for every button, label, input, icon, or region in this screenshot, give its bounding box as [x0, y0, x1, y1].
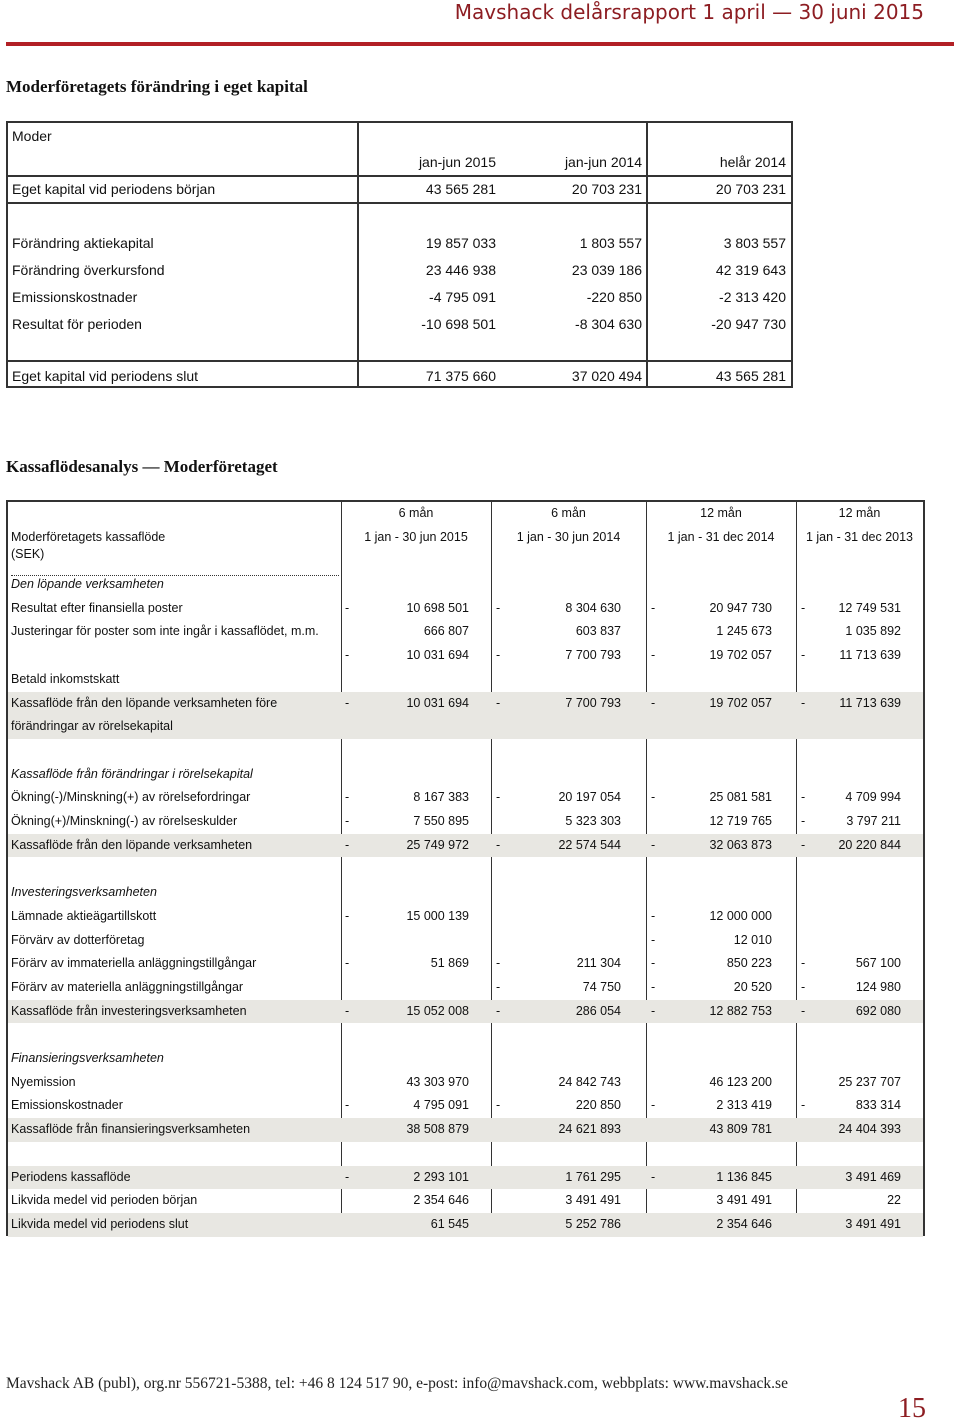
- cashflow-sign: -: [651, 790, 656, 805]
- cashflow-value: 12 010: [733, 932, 772, 947]
- cashflow-value: 51 869: [430, 956, 469, 971]
- cashflow-value: 567 100: [855, 956, 901, 971]
- cashflow-value: 7 550 895: [413, 814, 469, 828]
- cashflow-sign: -: [345, 648, 350, 663]
- cashflow-sign: -: [651, 932, 656, 947]
- cashflow-row: [8, 905, 923, 929]
- cashflow-sign: -: [496, 695, 501, 710]
- cashflow-sign: -: [801, 956, 806, 971]
- cashflow-value: 850 223: [726, 956, 772, 971]
- cashflow-value: 666 807: [423, 624, 469, 639]
- cashflow-sign: -: [801, 814, 806, 828]
- cashflow-row-label: Kassaflöde från investeringsverksamheten: [11, 1003, 247, 1018]
- cashflow-value: 3 797 211: [846, 814, 901, 828]
- cashflow-row-label: Kassaflöde från den löpande verksamheten: [11, 837, 253, 852]
- cashflow-header-duration: 12 mån: [838, 506, 881, 520]
- cashflow-value: 38 508 879: [406, 1122, 469, 1137]
- cashflow-value: 12 000 000: [709, 908, 772, 923]
- document-header-title: Mavshack delårsrapport 1 april — 30 juni 2015: [454, 0, 924, 24]
- cashflow-section-heading: Finansieringsverksamheten: [11, 1051, 164, 1065]
- cashflow-sign: -: [496, 979, 501, 994]
- cashflow-value: 43 303 970: [406, 1074, 469, 1089]
- equity-change-value: -8 304 630: [575, 316, 642, 332]
- cashflow-header-period: 1 jan - 30 jun 2015: [364, 529, 468, 544]
- cashflow-value: 286 054: [575, 1003, 621, 1018]
- equity-change-value: 1 803 557: [579, 235, 642, 251]
- cashflow-sign: -: [651, 600, 656, 615]
- cashflow-row-label: Förvärv av dotterföretag: [11, 932, 145, 947]
- cashflow-row: [8, 620, 923, 644]
- cashflow-value: 10 031 694: [406, 695, 469, 710]
- equity-change-value: -220 850: [586, 289, 642, 305]
- cashflow-value: 74 750: [582, 979, 621, 994]
- equity-column-header: jan-jun 2015: [418, 154, 496, 170]
- cashflow-value: 1 035 892: [845, 624, 901, 639]
- cashflow-value: 19 702 057: [709, 648, 772, 663]
- cashflow-value: 10 698 501: [406, 600, 469, 615]
- cashflow-row-label: Resultat efter finansiella poster: [11, 600, 183, 615]
- page-number: 15: [898, 1393, 926, 1424]
- cashflow-value: 124 980: [855, 979, 901, 994]
- page-footer: Mavshack AB (publ), org.nr 556721-5388, tel: +46 8 124 517 90, e-post: info@mavshack.com, webbplats: www.mavshack.se: [6, 1375, 788, 1392]
- cashflow-sign: -: [496, 1098, 501, 1113]
- cashflow-value: 19 702 057: [709, 695, 772, 710]
- equity-section-title: Moderföretagets förändring i eget kapital: [6, 77, 308, 96]
- cashflow-value: 20 220 844: [838, 837, 901, 852]
- cashflow-value: 25 749 972: [406, 837, 469, 852]
- cashflow-header-label: Moderföretagets kassaflöde: [11, 529, 166, 544]
- equity-opening-value: 43 565 281: [425, 181, 496, 197]
- cashflow-row: [8, 668, 923, 692]
- cashflow-value: 22: [887, 1193, 901, 1208]
- cashflow-sign: -: [801, 600, 806, 615]
- equity-opening-value: 20 703 231: [715, 181, 786, 197]
- cashflow-sign: -: [345, 1003, 350, 1018]
- equity-change-value: -4 795 091: [429, 289, 496, 305]
- cashflow-value: 22 574 544: [558, 837, 621, 852]
- cashflow-value: 4 795 091: [413, 1098, 469, 1113]
- equity-change-value: 23 446 938: [425, 262, 496, 278]
- cashflow-header-duration: 6 mån: [398, 506, 434, 520]
- equity-closing-value: 43 565 281: [715, 368, 786, 384]
- equity-table: [6, 121, 793, 388]
- cashflow-row-label: Emissionskostnader: [11, 1098, 123, 1113]
- equity-change-value: 19 857 033: [425, 235, 496, 251]
- equity-change-value: 42 319 643: [715, 262, 786, 278]
- cashflow-header-unit: (SEK): [11, 547, 45, 561]
- cashflow-header-period: 1 jan - 31 dec 2014: [667, 529, 775, 544]
- cashflow-value: 1 761 295: [565, 1169, 621, 1184]
- equity-change-label: Resultat för perioden: [12, 316, 142, 332]
- cashflow-sign: -: [801, 979, 806, 994]
- cashflow-sign: -: [651, 908, 656, 923]
- cashflow-row-label: Lämnade aktieägartillskott: [11, 908, 157, 923]
- cashflow-header-top-row: [8, 502, 923, 526]
- cashflow-value: 603 837: [575, 624, 621, 639]
- cashflow-row-label-continued: förändringar av rörelsekapital: [11, 719, 173, 734]
- equity-column-header: helår 2014: [719, 154, 786, 170]
- cashflow-row-label: Justeringar för poster som inte ingår i kassaflödet, m.m.: [11, 624, 319, 639]
- cashflow-sign: -: [651, 837, 656, 852]
- cashflow-sign: -: [651, 1003, 656, 1018]
- cashflow-value: 24 404 393: [838, 1122, 901, 1137]
- cashflow-header-period: 1 jan - 30 jun 2014: [516, 529, 621, 544]
- cashflow-row: [8, 1213, 923, 1237]
- cashflow-value: 7 700 793: [565, 695, 621, 710]
- equity-change-value: -20 947 730: [711, 316, 786, 332]
- cashflow-section-heading: Den löpande verksamheten: [11, 577, 164, 591]
- cashflow-value: 15 000 139: [406, 908, 469, 923]
- cashflow-row: [8, 1166, 923, 1190]
- cashflow-value: 15 052 008: [406, 1003, 469, 1018]
- cashflow-sign: -: [801, 695, 806, 710]
- cashflow-sign: -: [651, 695, 656, 710]
- cashflow-value: 7 700 793: [565, 648, 621, 663]
- cashflow-row: [8, 834, 923, 858]
- equity-group-label: Moder: [12, 128, 52, 144]
- cashflow-row-label: Likvida medel vid perioden början: [11, 1193, 198, 1208]
- cashflow-sign: -: [801, 1003, 806, 1018]
- cashflow-sign: -: [801, 837, 806, 852]
- cashflow-sign: -: [496, 1003, 501, 1018]
- cashflow-row: [8, 1094, 923, 1118]
- cashflow-value: 11 713 639: [839, 648, 901, 663]
- cashflow-value: 25 081 581: [709, 790, 772, 805]
- cashflow-value: 24 621 893: [558, 1122, 621, 1137]
- cashflow-row: [8, 573, 923, 597]
- cashflow-row: [8, 1118, 923, 1142]
- cashflow-value: 833 314: [855, 1098, 901, 1113]
- cashflow-value: 1 136 845: [716, 1169, 772, 1184]
- equity-change-value: 3 803 557: [723, 235, 786, 251]
- cashflow-table: [6, 500, 925, 1236]
- cashflow-row: [8, 692, 923, 739]
- cashflow-sign: -: [345, 600, 350, 615]
- cashflow-value: 20 520: [733, 979, 772, 994]
- equity-change-label: Förändring överkursfond: [12, 262, 165, 278]
- cashflow-row-label: Kassaflöde från den löpande verksamheten före: [11, 695, 278, 710]
- equity-opening-value: 20 703 231: [571, 181, 642, 197]
- cashflow-value: 692 080: [855, 1003, 901, 1018]
- cashflow-sign: -: [651, 1169, 656, 1184]
- cashflow-value: 61 545: [430, 1216, 469, 1231]
- cashflow-row: [8, 810, 923, 834]
- cashflow-sign: -: [651, 956, 656, 971]
- cashflow-row: [8, 881, 923, 905]
- equity-change-value: -10 698 501: [421, 316, 496, 332]
- cashflow-row: [8, 952, 923, 976]
- cashflow-row: [8, 1047, 923, 1071]
- cashflow-row-label: Ökning(+)/Minskning(-) av rörelseskulder: [11, 814, 238, 828]
- cashflow-value: 10 031 694: [406, 648, 469, 663]
- cashflow-sign: -: [496, 837, 501, 852]
- cashflow-spacer-row: [8, 857, 923, 881]
- cashflow-value: 2 354 646: [716, 1216, 772, 1231]
- cashflow-row-label: Nyemission: [11, 1074, 76, 1089]
- cashflow-row: [8, 1071, 923, 1095]
- cashflow-row: [8, 786, 923, 810]
- cashflow-value: 43 809 781: [709, 1122, 772, 1137]
- cashflow-value: 12 749 531: [838, 600, 901, 615]
- cashflow-value: 2 293 101: [413, 1169, 469, 1184]
- cashflow-section-heading: Investeringsverksamheten: [11, 885, 157, 900]
- equity-change-label: Förändring aktiekapital: [12, 235, 154, 251]
- cashflow-value: 32 063 873: [709, 837, 772, 852]
- cashflow-sign: -: [651, 648, 656, 663]
- cashflow-row: [8, 1189, 923, 1213]
- cashflow-section-title: Kassaflödesanalys — Moderföretaget: [6, 457, 278, 476]
- equity-row-divider: [8, 360, 791, 362]
- cashflow-value: 2 313 419: [716, 1098, 772, 1113]
- cashflow-sign: -: [345, 837, 350, 852]
- cashflow-value: 3 491 469: [845, 1169, 901, 1184]
- cashflow-value: 4 709 994: [845, 790, 901, 805]
- cashflow-sign: -: [496, 600, 501, 615]
- cashflow-row: [8, 597, 923, 621]
- cashflow-sign: -: [496, 648, 501, 663]
- cashflow-sign: -: [801, 648, 806, 663]
- cashflow-sign: -: [651, 1098, 656, 1113]
- cashflow-value: 8 304 630: [565, 600, 621, 615]
- cashflow-value: 2 354 646: [413, 1193, 469, 1208]
- cashflow-row: [8, 929, 923, 953]
- cashflow-value: 211 304: [576, 956, 621, 971]
- cashflow-sign: -: [345, 695, 350, 710]
- cashflow-value: 20 197 054: [558, 790, 621, 805]
- cashflow-row-label: Betald inkomstskatt: [11, 671, 120, 686]
- cashflow-value: 20 947 730: [709, 600, 772, 615]
- cashflow-sign: -: [345, 956, 350, 971]
- equity-column-header: jan-jun 2014: [564, 154, 642, 170]
- cashflow-value: 220 850: [575, 1098, 621, 1113]
- cashflow-value: 12 719 765: [709, 814, 772, 828]
- cashflow-sign: -: [801, 1098, 806, 1113]
- equity-change-label: Emissionskostnader: [12, 289, 138, 305]
- cashflow-spacer-row: [8, 1142, 923, 1166]
- cashflow-value: 46 123 200: [709, 1074, 772, 1089]
- cashflow-row: [8, 763, 923, 787]
- equity-opening-label: Eget kapital vid periodens början: [12, 181, 216, 197]
- cashflow-sign: -: [345, 908, 350, 923]
- cashflow-row-label: Förärv av immateriella anläggningstillgångar: [11, 956, 257, 971]
- equity-closing-label: Eget kapital vid periodens slut: [12, 368, 198, 384]
- header-rule: [6, 42, 954, 46]
- equity-closing-value: 37 020 494: [571, 368, 642, 384]
- cashflow-sign: -: [345, 1169, 350, 1184]
- cashflow-value: 1 245 673: [716, 624, 772, 639]
- cashflow-value: 5 323 303: [565, 814, 621, 828]
- cashflow-value: 11 713 639: [839, 695, 901, 710]
- cashflow-section-heading: Kassaflöde från förändringar i rörelsekapital: [11, 766, 253, 781]
- cashflow-value: 25 237 707: [838, 1074, 901, 1089]
- cashflow-header-unit-row: [8, 544, 923, 564]
- cashflow-row-label: Likvida medel vid periodens slut: [11, 1216, 189, 1231]
- cashflow-spacer-row: [8, 644, 923, 668]
- cashflow-sign: -: [345, 1098, 350, 1113]
- cashflow-header-duration: 6 mån: [551, 506, 586, 520]
- cashflow-sign: -: [345, 790, 350, 805]
- cashflow-row-label: Ökning(-)/Minskning(+) av rörelsefordringar: [11, 790, 251, 805]
- cashflow-value: 3 491 491: [845, 1216, 901, 1231]
- cashflow-value: 3 491 491: [565, 1193, 621, 1208]
- cashflow-value: 3 491 491: [716, 1193, 772, 1208]
- cashflow-value: 24 842 743: [558, 1074, 621, 1089]
- cashflow-row-label: Kassaflöde från finansieringsverksamheten: [11, 1122, 251, 1137]
- cashflow-header-period: 1 jan - 31 dec 2013: [805, 529, 914, 544]
- cashflow-row-label: Förärv av materiella anläggningstillgångar: [11, 979, 244, 994]
- cashflow-sign: -: [801, 790, 806, 805]
- equity-closing-value: 71 375 660: [425, 368, 496, 384]
- equity-change-value: -2 313 420: [719, 289, 786, 305]
- equity-change-value: 23 039 186: [571, 262, 642, 278]
- cashflow-row-label: Periodens kassaflöde: [11, 1169, 131, 1184]
- cashflow-row: [8, 976, 923, 1000]
- cashflow-value: 5 252 786: [565, 1216, 621, 1231]
- cashflow-spacer-row: [8, 1023, 923, 1047]
- cashflow-value: 12 882 753: [709, 1003, 772, 1018]
- cashflow-header-duration: 12 mån: [700, 506, 742, 520]
- cashflow-spacer-row: [8, 739, 923, 763]
- cashflow-row: [8, 1000, 923, 1024]
- cashflow-sign: -: [651, 979, 656, 994]
- cashflow-sign: -: [345, 814, 350, 828]
- cashflow-value: 8 167 383: [413, 790, 469, 805]
- cashflow-sign: -: [496, 790, 501, 805]
- cashflow-sign: -: [496, 956, 501, 971]
